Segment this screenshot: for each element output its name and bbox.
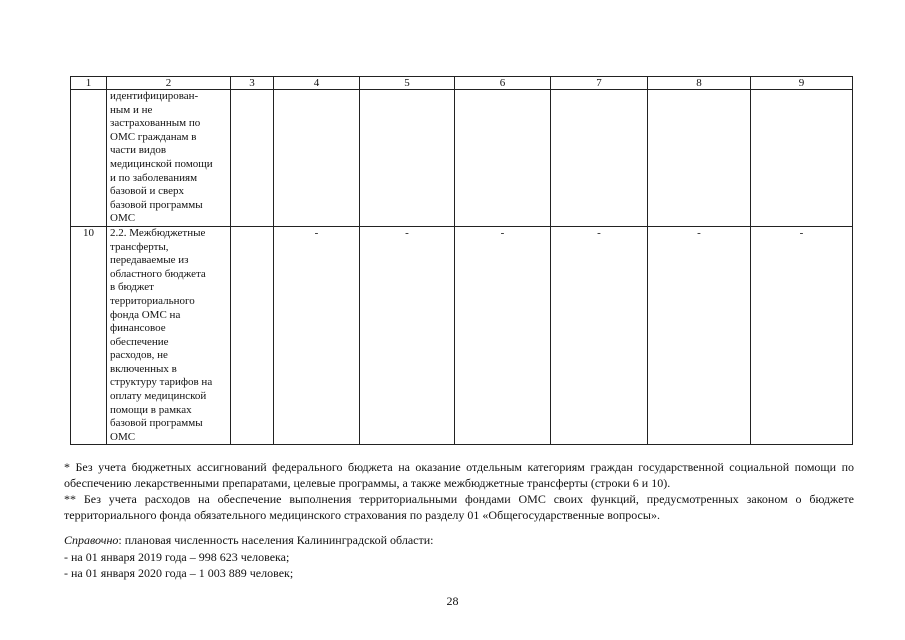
- table-cell: -: [648, 226, 751, 445]
- row-number: 10: [71, 226, 107, 445]
- table-cell: [455, 90, 551, 227]
- page-number: 28: [446, 594, 459, 608]
- table-cell: [231, 90, 274, 227]
- footnote-1: * Без учета бюджетных ассигнований федерального бюджета на оказание отдельным категориям граждан государственной социальной помощи по обеспечению лекарственными препаратами, целевые программы, а также межбюджетные трансферты (строки 6 и 10).: [64, 460, 854, 490]
- table-cell: -: [751, 226, 853, 445]
- row-description: идентифицирован- ным и не застрахованным по ОМС гражданам в части видов медицинской помощи и по заболеваниям базовой и сверх базовой программы ОМС: [107, 90, 231, 227]
- reference-line-2020: - на 01 января 2020 года – 1 003 889 человек;: [64, 566, 294, 580]
- column-header: 6: [455, 77, 551, 90]
- column-header: 2: [107, 77, 231, 90]
- table-cell: -: [274, 226, 360, 445]
- table-row: [71, 90, 853, 227]
- row-number: [71, 90, 107, 227]
- column-header: 4: [274, 77, 360, 90]
- reference-label: Справочно: [64, 533, 119, 547]
- reference-intro: [64, 532, 854, 549]
- table-cell: [551, 90, 648, 227]
- table-cell: -: [360, 226, 455, 445]
- table-cell: [231, 226, 274, 445]
- column-header: 1: [71, 77, 107, 90]
- footnote-2: ** Без учета расходов на обеспечение выполнения территориальными фондами ОМС своих функций, предусмотренных законом о бюджете территориального фонда обязательного медицинского страхования по разделу 01 «Общегосударственные вопросы».: [64, 492, 854, 522]
- column-header: 7: [551, 77, 648, 90]
- reference-intro-text: : плановая численность населения Калининградской области:: [118, 533, 434, 547]
- table-cell: [360, 90, 455, 227]
- budget-table: [70, 76, 853, 445]
- column-header: 8: [648, 77, 751, 90]
- column-header: 3: [231, 77, 274, 90]
- table-cell: [274, 90, 360, 227]
- table-row: [71, 226, 853, 445]
- table-cell: -: [551, 226, 648, 445]
- reference-line-2019: - на 01 января 2019 года – 998 623 человека;: [64, 549, 290, 564]
- table-cell: [751, 90, 853, 227]
- column-header: 9: [751, 77, 853, 90]
- column-header: 5: [360, 77, 455, 90]
- table-cell: [648, 90, 751, 227]
- reference-block: [64, 532, 854, 582]
- table-header-row: [71, 77, 853, 90]
- row-description: 2.2. Межбюджетные трансферты, передаваемые из областного бюджета в бюджет территориального фонда ОМС на финансовое обеспечение расходов, не включенных в структуру тарифов на оплату медицинской помощи в рамках базовой программы ОМС: [107, 226, 231, 445]
- table-cell: -: [455, 226, 551, 445]
- footnotes: [64, 459, 854, 523]
